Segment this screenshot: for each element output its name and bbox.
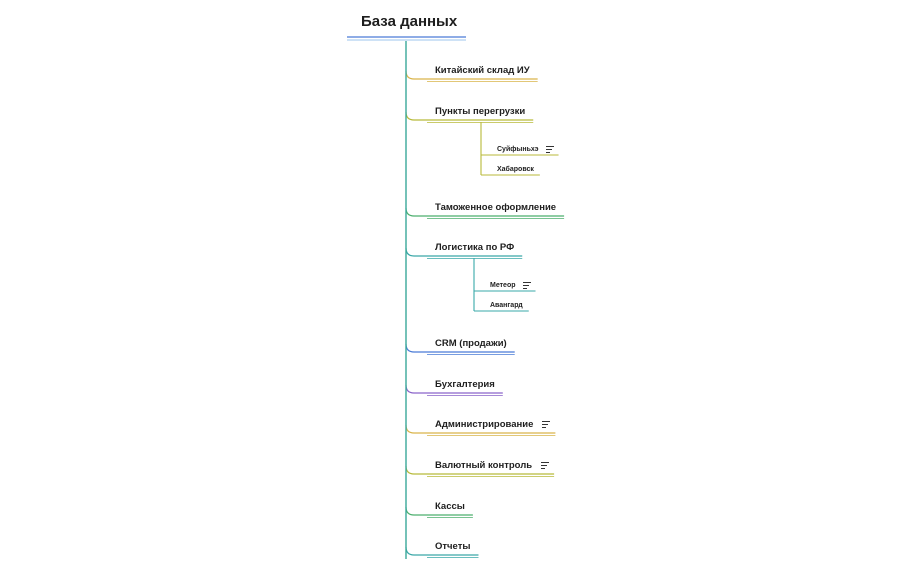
topic-administrirovanie[interactable]: Администрирование <box>435 419 534 430</box>
note-icon[interactable] <box>523 282 531 289</box>
topic-otchety[interactable]: Отчеты <box>435 541 471 552</box>
topic-valyutnyj[interactable]: Валютный контроль <box>435 460 533 471</box>
note-icon[interactable] <box>546 146 554 153</box>
subtopic-habarovsk[interactable]: Хабаровск <box>497 166 534 173</box>
branch-connector <box>406 71 427 79</box>
subtopic-meteor[interactable]: Метеор <box>490 282 516 289</box>
note-icon[interactable] <box>541 462 549 469</box>
branch-connector <box>406 112 427 120</box>
subtopic-avangard[interactable]: Авангард <box>490 302 523 309</box>
topic-kassy[interactable]: Кассы <box>435 501 465 512</box>
root-topic[interactable]: База данных <box>361 13 458 30</box>
topic-buhgalteriya[interactable]: Бухгалтерия <box>435 379 495 390</box>
branch-connector <box>406 507 427 515</box>
topic-punkty-peregruzki[interactable]: Пункты перегрузки <box>435 106 526 117</box>
branch-connector <box>406 466 427 474</box>
branch-connector <box>406 547 427 555</box>
topic-kitajskij-sklad[interactable]: Китайский склад ИУ <box>435 65 530 76</box>
topic-logistika[interactable]: Логистика по РФ <box>435 242 515 253</box>
branch-connector <box>406 425 427 433</box>
branch-connector <box>406 344 427 352</box>
note-icon[interactable] <box>542 421 550 428</box>
topic-crm[interactable]: CRM (продажи) <box>435 338 507 349</box>
branch-connector <box>406 208 427 216</box>
branch-connector <box>406 248 427 256</box>
subtopic-sujfynhe[interactable]: Суйфыньхэ <box>497 146 539 153</box>
topic-tamozhennoe[interactable]: Таможенное оформление <box>435 202 557 213</box>
branch-connector <box>406 385 427 393</box>
